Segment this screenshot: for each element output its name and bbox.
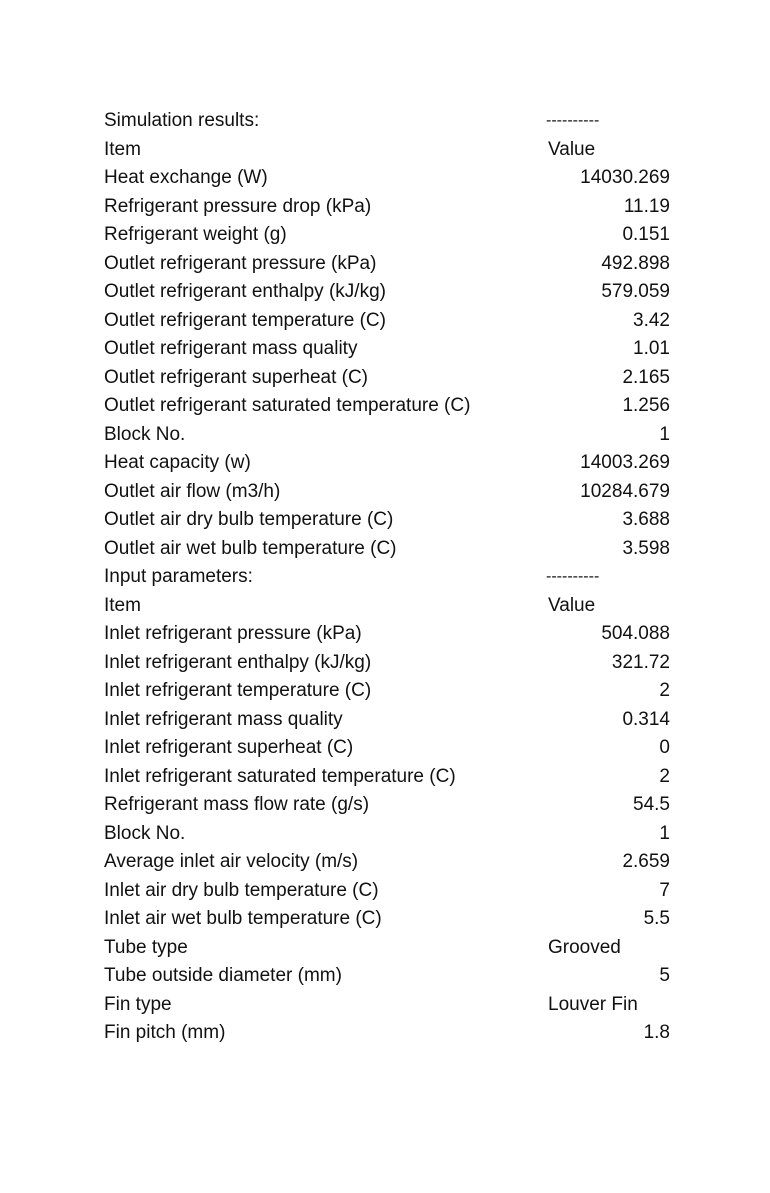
table-row [104, 535, 670, 564]
table-row [104, 164, 670, 193]
row-label: Outlet refrigerant pressure (kPa) [104, 252, 377, 274]
row-value: Value [548, 594, 596, 616]
row-value: 1 [659, 423, 670, 445]
table-row [104, 421, 670, 450]
row-value: 3.688 [622, 509, 670, 530]
table-row [104, 934, 670, 963]
row-value: ---------- [546, 112, 600, 129]
table-row [104, 221, 670, 250]
row-value: 0 [659, 737, 670, 758]
row-label: Input parameters: [104, 566, 253, 587]
table-row [104, 620, 670, 649]
row-label: Inlet refrigerant superheat (C) [104, 737, 354, 758]
row-label: Heat exchange (W) [104, 167, 268, 188]
row-label: Outlet refrigerant temperature (C) [104, 309, 386, 331]
row-value: 0.314 [622, 708, 670, 730]
table-row [104, 392, 670, 421]
row-label: Fin pitch (mm) [104, 1022, 226, 1043]
table-row [104, 449, 670, 478]
row-value: 579.059 [601, 281, 670, 302]
table-row [104, 649, 670, 678]
row-label: Outlet refrigerant saturated temperature (C) [104, 395, 471, 416]
row-label: Outlet refrigerant superheat (C) [104, 366, 369, 388]
row-label: Refrigerant pressure drop (kPa) [104, 195, 372, 217]
row-value: 1.256 [622, 395, 670, 416]
row-value: 7 [659, 879, 670, 901]
table-row [104, 136, 670, 165]
table-row [104, 848, 670, 877]
table-row [104, 677, 670, 706]
row-label: Outlet air wet bulb temperature (C) [104, 537, 397, 559]
row-label: Outlet refrigerant enthalpy (kJ/kg) [104, 281, 386, 302]
table-row [104, 250, 670, 279]
row-label: Inlet air dry bulb temperature (C) [104, 879, 379, 901]
row-value: 2.165 [622, 366, 670, 388]
results-table [104, 107, 670, 1048]
row-value: Value [548, 138, 596, 160]
row-label: Item [104, 138, 141, 160]
row-value: 321.72 [611, 651, 670, 673]
row-value: 10284.679 [580, 480, 670, 502]
table-row [104, 905, 670, 934]
row-value: 2 [659, 680, 670, 701]
table-row [104, 706, 670, 735]
row-label: Inlet refrigerant mass quality [104, 708, 343, 730]
table-row [104, 193, 670, 222]
row-value: 14030.269 [580, 167, 670, 188]
row-value: 2.659 [622, 851, 670, 872]
table-row [104, 563, 670, 592]
row-value: 2 [659, 765, 670, 787]
row-value: 492.898 [601, 252, 670, 274]
row-value: 1.01 [633, 338, 670, 359]
row-label: Outlet air flow (m3/h) [104, 480, 281, 502]
row-label: Fin type [104, 993, 172, 1015]
table-row [104, 763, 670, 792]
row-value: 504.088 [601, 623, 670, 644]
row-value: 54.5 [633, 794, 670, 815]
table-row [104, 1019, 670, 1048]
table-row [104, 592, 670, 621]
row-value: 5.5 [643, 908, 670, 929]
table-row [104, 307, 670, 336]
row-label: Tube outside diameter (mm) [104, 965, 342, 986]
row-label: Inlet refrigerant temperature (C) [104, 680, 372, 701]
row-value: 5 [659, 965, 670, 986]
table-row [104, 478, 670, 507]
row-label: Block No. [104, 423, 186, 445]
row-value: 1 [659, 822, 670, 844]
row-label: Simulation results: [104, 110, 260, 131]
row-value: 0.151 [622, 224, 670, 245]
row-label: Inlet refrigerant pressure (kPa) [104, 623, 362, 644]
row-label: Outlet air dry bulb temperature (C) [104, 509, 394, 530]
row-value: 14003.269 [580, 452, 670, 473]
row-label: Outlet refrigerant mass quality [104, 338, 358, 359]
table-row [104, 962, 670, 991]
table-row [104, 107, 670, 136]
table-row [104, 335, 670, 364]
row-label: Block No. [104, 822, 186, 844]
row-value: 3.42 [633, 309, 670, 331]
table-row [104, 820, 670, 849]
row-label: Tube type [104, 936, 188, 958]
table-row [104, 991, 670, 1020]
row-label: Average inlet air velocity (m/s) [104, 851, 359, 872]
row-label: Inlet refrigerant saturated temperature (C) [104, 765, 456, 787]
table-row [104, 364, 670, 393]
row-value: ---------- [546, 568, 600, 585]
table-row [104, 278, 670, 307]
table-row [104, 734, 670, 763]
row-value: 11.19 [623, 195, 670, 217]
row-value: 3.598 [622, 537, 670, 559]
row-value: 1.8 [643, 1022, 670, 1043]
row-label: Refrigerant mass flow rate (g/s) [104, 794, 370, 815]
row-label: Refrigerant weight (g) [104, 224, 287, 245]
row-label: Heat capacity (w) [104, 452, 251, 473]
row-value: Louver Fin [548, 993, 638, 1015]
table-row [104, 791, 670, 820]
table-row [104, 877, 670, 906]
row-label: Inlet air wet bulb temperature (C) [104, 908, 382, 929]
row-value: Grooved [548, 936, 621, 958]
table-row [104, 506, 670, 535]
row-label: Inlet refrigerant enthalpy (kJ/kg) [104, 651, 372, 673]
row-label: Item [104, 594, 141, 616]
